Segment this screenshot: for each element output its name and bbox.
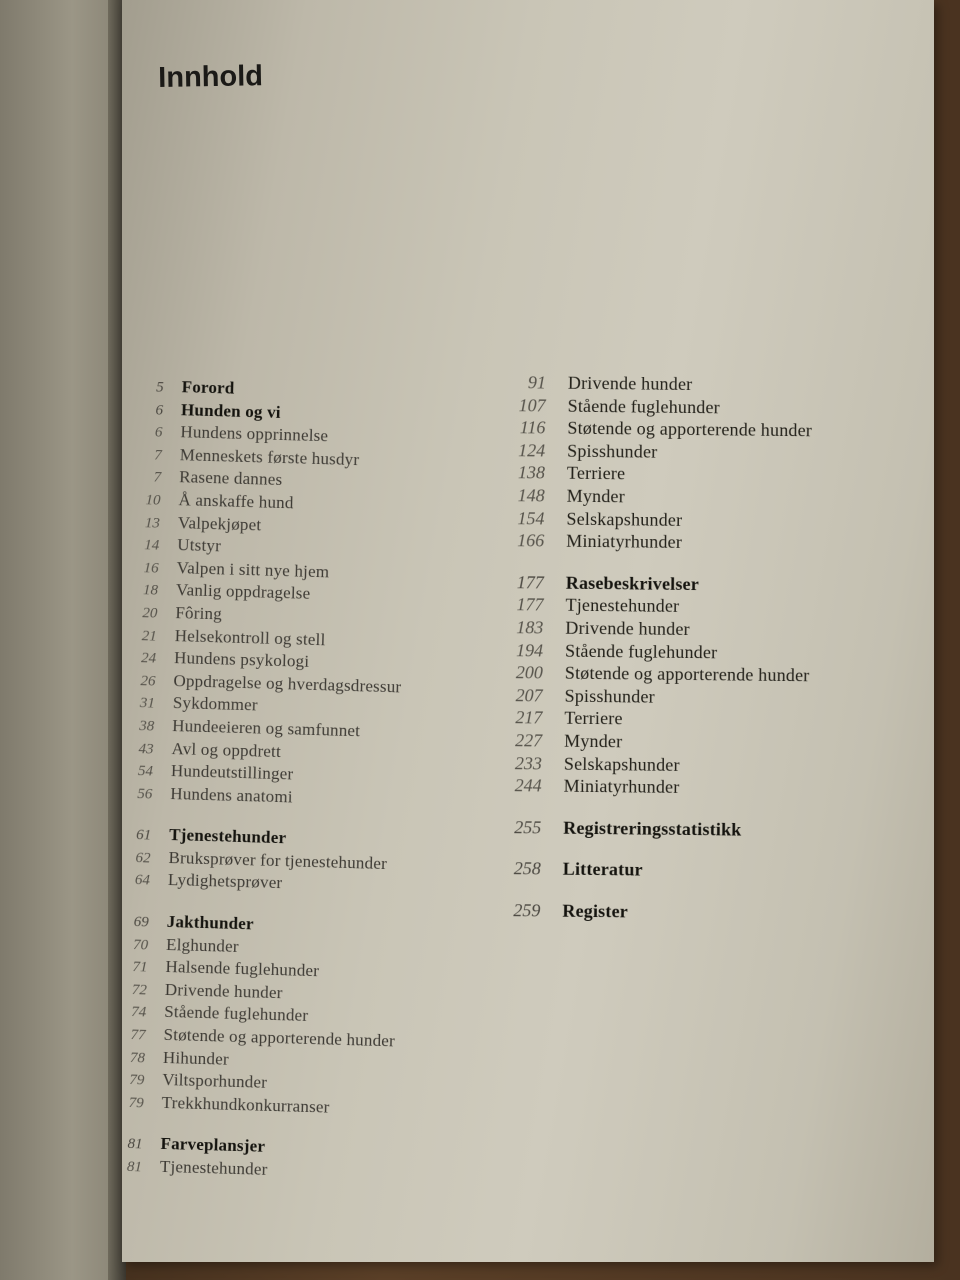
toc-page-number: 14	[144, 537, 160, 554]
toc-entry-title: Tjenestehunder	[168, 825, 287, 848]
toc-page-number: 61	[135, 827, 152, 844]
toc-page-number: 26	[140, 672, 156, 690]
toc-entry	[496, 775, 896, 802]
toc-page-number: 79	[129, 1072, 145, 1089]
toc-page-number: 77	[130, 1027, 146, 1044]
toc-page-number: 177	[516, 571, 544, 593]
toc-page-number: 148	[517, 485, 545, 506]
toc-entry-title: Sykdommer	[172, 693, 259, 715]
toc-page-number: 91	[527, 372, 546, 393]
toc-entry-title: Hundeeieren og samfunnet	[171, 715, 361, 741]
toc-page-number: 74	[131, 1004, 147, 1021]
toc-entry-title: Stående fuglehunder	[163, 1002, 309, 1026]
toc-page-number: 56	[137, 785, 153, 803]
toc-entry-title: Lydighetsprøver	[167, 870, 283, 893]
toc-entry-title: Mynder	[564, 730, 623, 752]
toc-page-number: 200	[515, 662, 543, 683]
toc-section-heading	[495, 817, 895, 844]
toc-page-number: 70	[132, 936, 149, 954]
toc-entry-title: Drivende hunder	[565, 617, 690, 639]
toc-entry-title: Selskapshunder	[566, 508, 683, 530]
toc-entry	[498, 530, 898, 557]
toc-entry-title: Elghunder	[165, 934, 240, 956]
toc-entry-title: Oppdragelse og hverdagsdressur	[173, 670, 402, 697]
toc-entry-title: Stående fuglehunder	[564, 640, 718, 662]
toc-page-number: 43	[138, 740, 154, 758]
toc-entry-title: Å anskaffe hund	[178, 490, 294, 513]
toc-page-number: 64	[134, 872, 151, 889]
toc-page-number: 138	[517, 462, 546, 483]
toc-entry-title: Tjenestehunder	[565, 595, 680, 617]
toc-page-number: 227	[515, 730, 543, 751]
toc-entry-title: Selskapshunder	[563, 753, 680, 775]
toc-entry-title: Viltsporhunder	[162, 1070, 268, 1093]
toc-entry-title: Miniatyrhunder	[566, 530, 683, 553]
toc-page-number: 5	[155, 379, 164, 396]
toc-page-number: 244	[514, 775, 542, 796]
toc-page-number: 24	[140, 650, 157, 667]
toc-entry-title: Spisshunder	[564, 685, 655, 707]
toc-page-number: 31	[139, 695, 156, 712]
toc-entry-title: Spisshunder	[567, 440, 658, 462]
toc-entry-title: Menneskets første husdyr	[179, 444, 360, 469]
toc-page-number: 166	[517, 530, 545, 551]
toc-right-column	[494, 372, 900, 927]
toc-entry-title: Registreringsstatistikk	[563, 817, 742, 840]
toc-page-number: 6	[155, 402, 164, 419]
toc-section-heading	[495, 858, 895, 885]
toc-page-number: 10	[145, 492, 161, 509]
toc-entry-title: Valpen i sitt nye hjem	[176, 557, 330, 582]
toc-page-number: 207	[515, 684, 543, 706]
toc-entry-title: Halsende fuglehunder	[165, 957, 320, 981]
toc-page-number: 7	[154, 447, 163, 464]
toc-page-number: 154	[517, 507, 545, 529]
toc-entry-title: Hundens anatomi	[170, 783, 294, 807]
toc-page-number: 258	[513, 858, 541, 879]
toc-page-number: 107	[518, 394, 546, 416]
toc-page-number: 233	[514, 752, 543, 773]
toc-entry-title: Støtende og apporterende hunder	[163, 1024, 396, 1051]
left-page	[0, 0, 120, 1280]
toc-entry-title: Litteratur	[562, 858, 643, 880]
toc-left-column	[118, 376, 500, 1188]
page-title: Innhold	[158, 60, 264, 94]
toc-page-number: 177	[516, 594, 544, 615]
toc-page-number: 54	[137, 763, 154, 780]
toc-page-number: 6	[154, 424, 163, 441]
toc-page-number: 38	[139, 718, 155, 735]
toc-entry-title: Hihunder	[162, 1047, 230, 1069]
toc-entry-title: Farveplansjer	[160, 1134, 266, 1157]
toc-entry-title: Tjenestehunder	[159, 1156, 268, 1179]
toc-page-number: 62	[135, 849, 151, 867]
toc-page-number: 81	[127, 1136, 143, 1153]
toc-entry-title: Terriere	[564, 708, 623, 729]
toc-page-number: 71	[132, 959, 148, 976]
toc-section-heading	[494, 900, 894, 927]
toc-page-number: 217	[515, 707, 543, 728]
toc-entry-title: Hundens psykologi	[173, 648, 310, 671]
toc-entry-title: Utstyr	[177, 535, 222, 556]
toc-entry-title: Trekkhundkonkurranser	[161, 1092, 330, 1117]
toc-entry-title: Miniatyrhunder	[563, 775, 680, 797]
toc-page-number: 194	[515, 639, 544, 660]
toc-page-number: 20	[142, 605, 158, 622]
toc-entry-title: Hunden og vi	[180, 399, 282, 422]
toc-page-number: 81	[126, 1158, 143, 1176]
toc-page-number: 21	[141, 627, 157, 645]
toc-page-number: 69	[133, 914, 149, 931]
toc-entry-title: Forord	[181, 377, 235, 398]
toc-entry-title: Drivende hunder	[567, 372, 693, 395]
toc-entry-title: Rasene dannes	[178, 467, 283, 490]
toc-entry-title: Hundeutstillinger	[170, 761, 294, 784]
toc-entry-title: Vanlig oppdragelse	[175, 580, 311, 604]
toc-page-number: 72	[131, 981, 148, 999]
toc-page-number: 183	[516, 617, 544, 638]
toc-page-number: 13	[144, 514, 161, 532]
toc-entry-title: Bruksprøver for tjenestehunder	[168, 847, 388, 873]
toc-entry-title: Mynder	[566, 485, 626, 507]
toc-entry-title: Fôring	[175, 603, 223, 624]
toc-entry-title: Stående fuglehunder	[567, 395, 721, 417]
toc-entry-title: Hundens opprinnelse	[180, 422, 329, 446]
toc-entry-title: Terriere	[566, 463, 626, 484]
toc-entry-title: Rasebeskrivelser	[565, 572, 700, 594]
toc-page-number: 124	[518, 439, 546, 461]
toc-page-number: 16	[143, 559, 159, 577]
toc-page-number: 78	[129, 1049, 146, 1067]
toc-page-number: 7	[153, 469, 162, 487]
toc-page-number: 116	[519, 417, 546, 438]
toc-entry-title: Helsekontroll og stell	[174, 625, 326, 649]
toc-entry-title: Drivende hunder	[164, 979, 283, 1003]
toc-entry-title: Valpekjøpet	[177, 512, 262, 535]
toc-entry-title: Avl og oppdrett	[171, 738, 282, 761]
toc-page-number: 79	[128, 1094, 144, 1112]
toc-page-number: 18	[142, 582, 159, 599]
toc-entry-title: Jakthunder	[166, 912, 255, 934]
toc-page-number: 259	[513, 900, 541, 921]
toc-entry-title: Støtende og apporterende hunder	[567, 417, 813, 441]
toc-entry-title: Støtende og apporterende hunder	[564, 662, 810, 686]
toc-page-number: 255	[514, 816, 542, 838]
toc-entry-title: Register	[562, 900, 629, 922]
